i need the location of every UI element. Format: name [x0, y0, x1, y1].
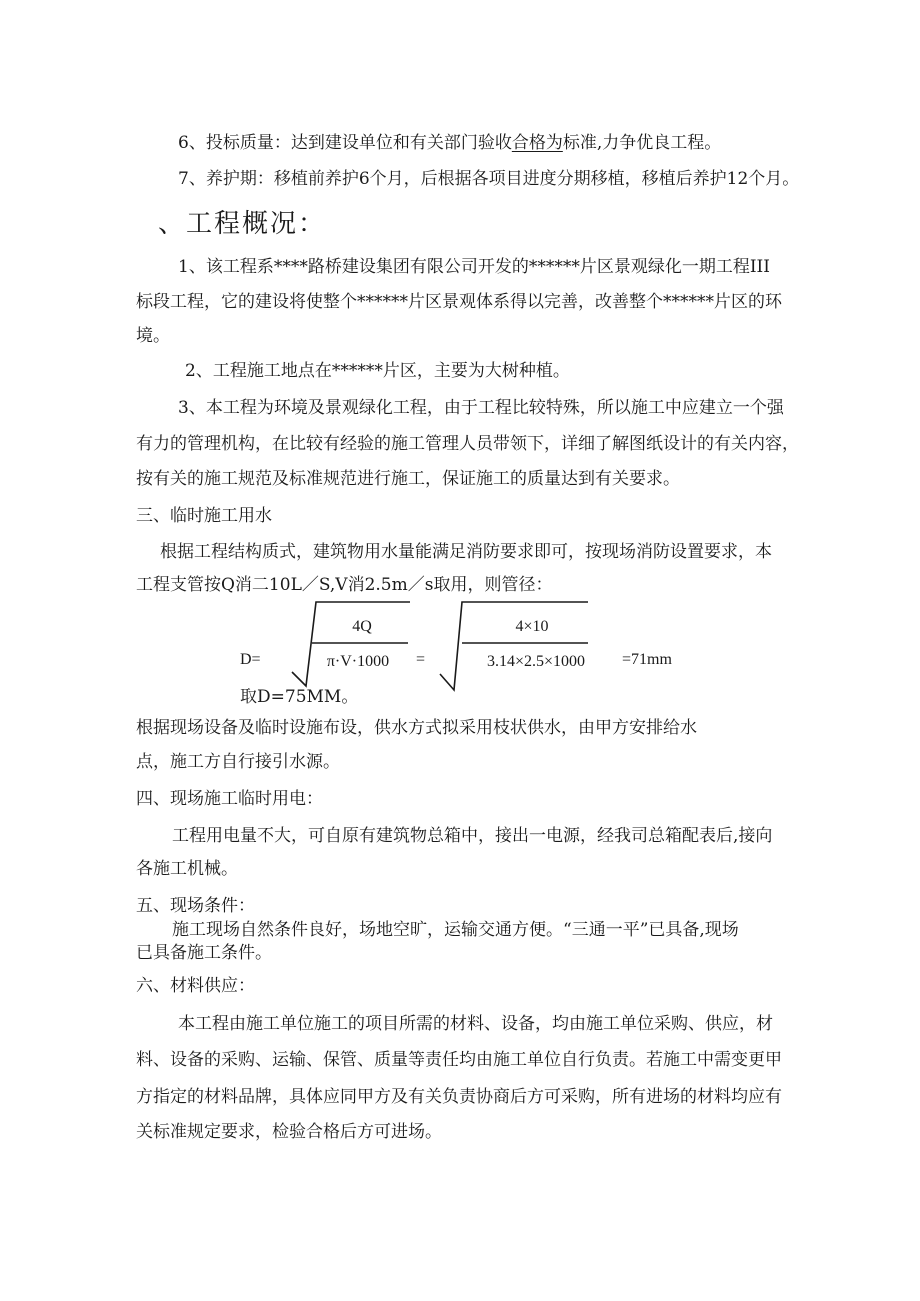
formula-lhs: D= — [240, 651, 261, 668]
s2-p1-line-1: 1、该工程系****路桥建设集团有限公司开发的******片区景观绿化一期工程III — [178, 257, 770, 277]
item-6-pre: 6、投标质量：达到建设单位和有关部门验收 — [178, 133, 512, 153]
s6-p1-line-3: 方指定的材料品牌，具体应同甲方及有关负责协商后方可采购，所有进场的材料均应有 — [136, 1087, 782, 1107]
section-2-heading: 、工程概况： — [158, 209, 327, 239]
formula-denominator-2: 3.14×2.5×1000 — [486, 653, 586, 670]
s3-p1-line-1: 根据工程结构质式，建筑物用水量能满足消防要求即可，按现场消防设置要求，本 — [160, 542, 772, 562]
s3-p2-line-2: 点，施工方自行接引水源。 — [136, 752, 340, 772]
radical-sign-2 — [440, 602, 588, 690]
s4-p1-line-1: 工程用电量不大，可自原有建筑物总箱中，接出一电源，经我司总箱配表后,接向 — [172, 826, 773, 846]
s6-p1-line-1: 本工程由施工单位施工的项目所需的材料、设备，均由施工单位采购、供应，材 — [178, 1014, 773, 1034]
s2-p1-line-2: 标段工程，它的建设将使整个******片区景观体系得以完善，改善整个******片区的环 — [136, 292, 782, 312]
radical-sign-1 — [292, 602, 410, 686]
s3-p1-line-2: 工程支管按Q消二10L／S,V消2.5m／s取用，则管径： — [136, 575, 553, 595]
s3-p2-line-1: 根据现场设备及临时设施布设，供水方式拟采用枝状供水，由甲方安排给水 — [136, 718, 697, 738]
s6-p1-line-2: 料、设备的采购、运输、保管、质量等责任均由施工单位自行负责。若施工中需变更甲 — [136, 1050, 782, 1070]
formula-numerator-2: 4×10 — [515, 618, 549, 635]
s2-p2: 2、工程施工地点在******片区，主要为大树种植。 — [185, 361, 570, 381]
s2-p3-line-1: 3、本工程为环境及景观绿化工程，由于工程比较特殊，所以施工中应建立一个强 — [178, 398, 784, 418]
s6-p1-line-4: 关标准规定要求，检验合格后方可进场。 — [136, 1122, 442, 1142]
s4-p1-line-2: 各施工机械。 — [136, 859, 238, 879]
s2-p1-line-3: 境。 — [136, 326, 170, 346]
formula-equals: = — [416, 651, 426, 668]
section-4-heading: 四、现场施工临时用电： — [136, 789, 323, 809]
s5-p1-line-1: 施工现场自然条件良好，场地空旷，运输交通方便。“三通一平”已具备,现场 — [172, 920, 739, 940]
item-6-underlined: 合格为 — [511, 133, 563, 153]
s2-p3-line-2: 有力的管理机构，在比较有经验的施工管理人员带领下，详细了解图纸设计的有关内容， — [136, 434, 799, 454]
section-3-heading: 三、临时施工用水 — [136, 506, 272, 526]
item-7-maintenance-period: 7、养护期：移植前养护6个月，后根据各项目进度分期移植，移植后养护12个月。 — [178, 169, 800, 189]
section-6-heading: 六、材料供应： — [136, 976, 255, 996]
formula-denominator-1: π·V·1000 — [326, 653, 390, 670]
s3-take-value: 取D=75MM。 — [240, 687, 359, 707]
item-6-post: 标准,力争优良工程。 — [562, 133, 722, 153]
section-5-heading: 五、现场条件： — [136, 896, 255, 916]
item-6-tender-quality — [178, 132, 721, 154]
s2-p3-line-3: 按有关的施工规范及标准规范进行施工，保证施工的质量达到有关要求。 — [136, 469, 680, 489]
s5-p1-line-2: 已具备施工条件。 — [136, 943, 272, 963]
formula-result: =71mm — [622, 651, 672, 668]
formula-numerator-1: 4Q — [352, 618, 372, 635]
